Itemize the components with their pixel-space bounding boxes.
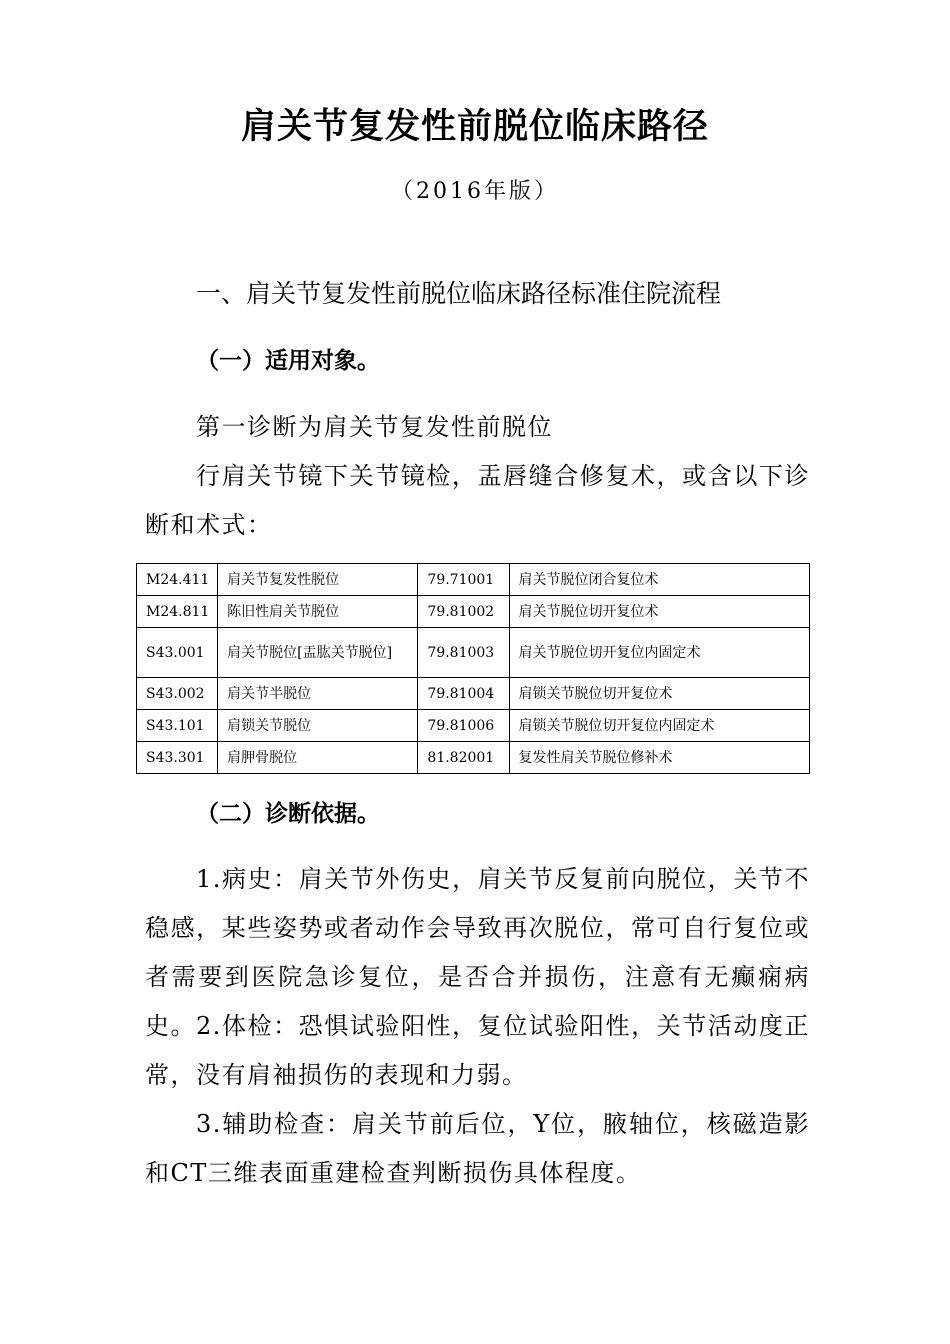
dx-code-cell: S43.002 xyxy=(137,678,218,710)
table-row xyxy=(137,710,810,742)
dx-code-cell: S43.101 xyxy=(137,710,218,742)
diagnosis-exam: 2.体检：恐惧试验阳性，复位试验阳性，关节活动度正常，没有肩袖损伤的表现和力弱。 xyxy=(145,1012,810,1089)
dx-name-cell: 肩锁关节脱位 xyxy=(218,710,418,742)
table-row xyxy=(137,596,810,628)
table-row xyxy=(137,742,810,774)
op-name-cell: 肩关节脱位切开复位内固定术 xyxy=(509,628,809,678)
op-code-cell: 79.81003 xyxy=(418,628,509,678)
op-name-cell: 肩锁关节脱位切开复位术 xyxy=(509,678,809,710)
section-one-heading: 一、肩关节复发性前脱位临床路径标准住院流程 xyxy=(196,279,722,308)
diagnosis-aux-test: 3.辅助检查：肩关节前后位，Y位，腋轴位，核磁造影和CT三维表面重建检查判断损伤具体程度。 xyxy=(145,1110,810,1187)
diagnosis-code-table xyxy=(136,563,810,774)
applicable-line2: 行肩关节镜下关节镜检，盂唇缝合修复术，或含以下诊断和术式： xyxy=(145,462,810,539)
dx-name-cell: 肩胛骨脱位 xyxy=(218,742,418,774)
dx-name-cell: 肩关节脱位[盂肱关节脱位] xyxy=(218,628,418,678)
table-row xyxy=(137,678,810,710)
page-title: 肩关节复发性前脱位临床路径 xyxy=(240,107,709,147)
table-row xyxy=(137,564,810,596)
op-name-cell: 复发性肩关节脱位修补术 xyxy=(509,742,809,774)
dx-code-cell: S43.301 xyxy=(137,742,218,774)
dx-code-cell: S43.001 xyxy=(137,628,218,678)
dx-name-cell: 肩关节复发性脱位 xyxy=(218,564,418,596)
dx-code-cell: M24.411 xyxy=(137,564,218,596)
op-code-cell: 81.82001 xyxy=(418,742,509,774)
op-code-cell: 79.81002 xyxy=(418,596,509,628)
edition-label: （2016年版） xyxy=(391,179,559,204)
op-code-cell: 79.81006 xyxy=(418,710,509,742)
applicable-line1: 第一诊断为肩关节复发性前脱位 xyxy=(196,413,553,441)
diagnosis-heading: （二）诊断依据。 xyxy=(196,801,380,827)
dx-code-cell: M24.811 xyxy=(137,596,218,628)
op-name-cell: 肩锁关节脱位切开复位内固定术 xyxy=(509,710,809,742)
op-code-cell: 79.71001 xyxy=(418,564,509,596)
diagnosis-history: 1.病史：肩关节外伤史，肩关节反复前向脱位，关节不稳感，某些姿势或者动作会导致再次脱位，常可自行复位或者需要到医院急诊复位，是否合并损伤，注意有无癫痫病史。 xyxy=(145,865,810,1040)
dx-name-cell: 肩关节半脱位 xyxy=(218,678,418,710)
op-code-cell: 79.81004 xyxy=(418,678,509,710)
applicable-heading: （一）适用对象。 xyxy=(196,348,380,374)
op-name-cell: 肩关节脱位闭合复位术 xyxy=(509,564,809,596)
table-row xyxy=(137,628,810,678)
op-name-cell: 肩关节脱位切开复位术 xyxy=(509,596,809,628)
dx-name-cell: 陈旧性肩关节脱位 xyxy=(218,596,418,628)
